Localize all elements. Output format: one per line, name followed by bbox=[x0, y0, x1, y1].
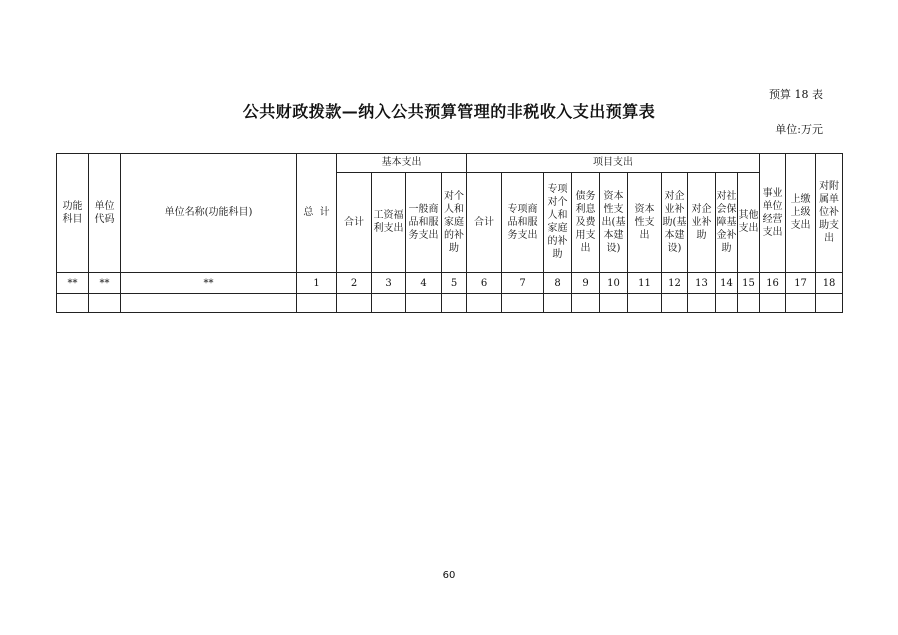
empty-cell bbox=[442, 294, 467, 313]
header-project-4: 债务 利息 及费 用支 出 bbox=[572, 172, 600, 272]
page-number: 60 bbox=[442, 570, 456, 581]
header-project-3: 专项 对个 人和 家庭 的补 助 bbox=[544, 172, 572, 272]
header-unit-name: 单位名称(功能科目) bbox=[121, 154, 297, 273]
empty-cell bbox=[544, 294, 572, 313]
empty-cell bbox=[786, 294, 816, 313]
cell-col-10: 10 bbox=[600, 272, 628, 294]
empty-cell bbox=[57, 294, 89, 313]
cell-col-9: 9 bbox=[572, 272, 600, 294]
empty-cell bbox=[297, 294, 337, 313]
header-project-8: 对企 业补 助 bbox=[688, 172, 716, 272]
table-row bbox=[57, 272, 843, 294]
header-row-1 bbox=[57, 154, 843, 173]
header-project-6: 资本 性支 出 bbox=[628, 172, 662, 272]
cell-func-subject: ** bbox=[57, 272, 89, 294]
header-tail-3: 对附 属单 位补 助支 出 bbox=[816, 154, 843, 273]
empty-cell bbox=[628, 294, 662, 313]
empty-cell bbox=[89, 294, 121, 313]
header-func-subject: 功能 科目 bbox=[57, 154, 89, 273]
empty-cell bbox=[688, 294, 716, 313]
cell-col-12: 12 bbox=[662, 272, 688, 294]
header-tail-1: 事业 单位 经营 支出 bbox=[760, 154, 786, 273]
header-basic-4: 对个 人和 家庭 的补 助 bbox=[442, 172, 467, 272]
budget-table bbox=[56, 153, 843, 313]
header-project-1: 合计 bbox=[467, 172, 502, 272]
empty-cell bbox=[600, 294, 628, 313]
unit-label: 单位:万元 bbox=[775, 123, 823, 136]
empty-cell bbox=[121, 294, 297, 313]
cell-col-2: 2 bbox=[337, 272, 372, 294]
cell-col-16: 16 bbox=[760, 272, 786, 294]
empty-cell bbox=[502, 294, 544, 313]
empty-cell bbox=[760, 294, 786, 313]
table-number: 预算 18 表 bbox=[769, 88, 823, 101]
header-project-9: 对社 会保 障基 金补 助 bbox=[716, 172, 738, 272]
empty-cell bbox=[406, 294, 442, 313]
cell-col-6: 6 bbox=[467, 272, 502, 294]
empty-cell bbox=[467, 294, 502, 313]
cell-col-5: 5 bbox=[442, 272, 467, 294]
header-tail-2: 上缴 上级 支出 bbox=[786, 154, 816, 273]
cell-col-13: 13 bbox=[688, 272, 716, 294]
header-unit-code: 单位 代码 bbox=[89, 154, 121, 273]
cell-col-11: 11 bbox=[628, 272, 662, 294]
header-project-5: 资本 性支 出(基 本建 设) bbox=[600, 172, 628, 272]
cell-col-17: 17 bbox=[786, 272, 816, 294]
cell-col-18: 18 bbox=[816, 272, 843, 294]
empty-cell bbox=[738, 294, 760, 313]
header-total: 总 计 bbox=[297, 154, 337, 273]
header-basic-group: 基本支出 bbox=[337, 154, 467, 173]
header-basic-3: 一般商 品和服 务支出 bbox=[406, 172, 442, 272]
cell-col-15: 15 bbox=[738, 272, 760, 294]
page-title: 公共财政拨款—纳入公共预算管理的非税收入支出预算表 bbox=[242, 102, 656, 121]
empty-cell bbox=[662, 294, 688, 313]
header-project-2: 专项商 品和服 务支出 bbox=[502, 172, 544, 272]
cell-col-8: 8 bbox=[544, 272, 572, 294]
empty-cell bbox=[372, 294, 406, 313]
cell-unit-code: ** bbox=[89, 272, 121, 294]
empty-cell bbox=[572, 294, 600, 313]
header-project-10: 其他 支出 bbox=[738, 172, 760, 272]
header-basic-1: 合计 bbox=[337, 172, 372, 272]
header-project-group: 项目支出 bbox=[467, 154, 760, 173]
cell-unit-name: ** bbox=[121, 272, 297, 294]
header-project-7: 对企 业补 助(基 本建 设) bbox=[662, 172, 688, 272]
cell-col-4: 4 bbox=[406, 272, 442, 294]
header-basic-2: 工资福 利支出 bbox=[372, 172, 406, 272]
cell-col-3: 3 bbox=[372, 272, 406, 294]
empty-cell bbox=[337, 294, 372, 313]
empty-cell bbox=[816, 294, 843, 313]
cell-col-14: 14 bbox=[716, 272, 738, 294]
table-row-empty bbox=[57, 294, 843, 313]
cell-col-1: 1 bbox=[297, 272, 337, 294]
cell-col-7: 7 bbox=[502, 272, 544, 294]
empty-cell bbox=[716, 294, 738, 313]
